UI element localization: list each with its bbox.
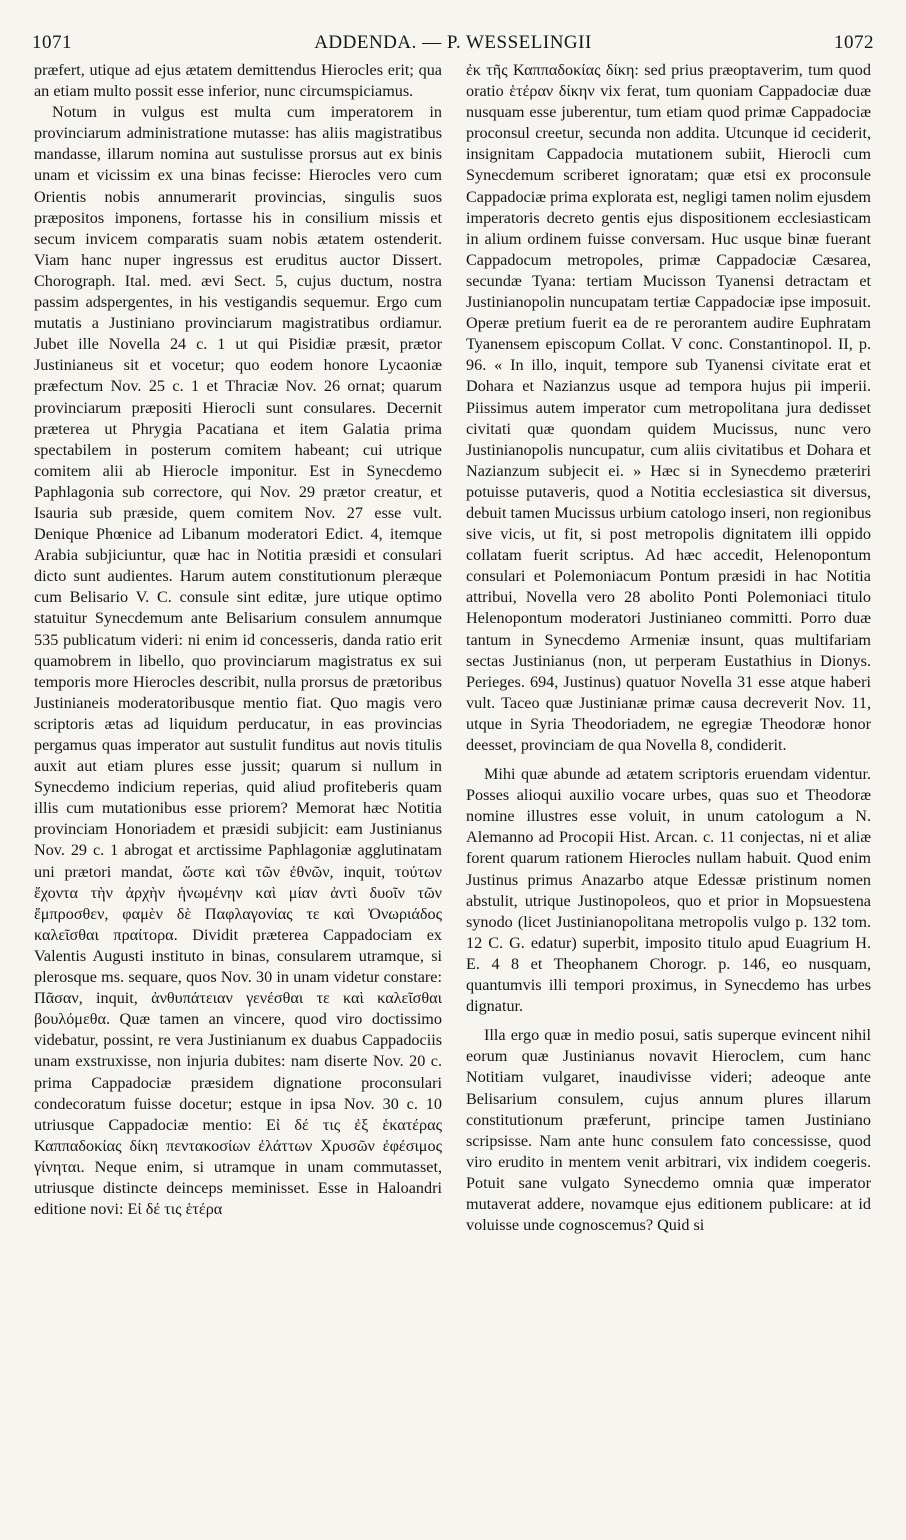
paragraph: Notum in vulgus est multa cum imperatorem in provinciarum administratione mutasse: has aliis magistratibus mandasse, illarum nomina aut sustulisse prorsus aut ex binis unam et vicissim ex una binas fecisse: Hierocles vero cum Orientis nobis annumerarit provincias, singulis suos præpositos imponens, fortasse his in consilium missis et secum invicem comparatis suam nobis ætatem ostenderit. Viam hanc nuper ingressus est eruditus auctor Dissert. Chorograph. Ital. med. ævi Sect. 5, cujus ductum, nostra passim adspergentes, in his vestigandis sequemur. Ergo cum mutatis a Justiniano provinciarum magistratibus ordiamur. Jubet ille Novella 24 c. 1 ut qui Pisidiæ præsit, prætor Justinianeus sit et vocetur; quo eodem honore Lycaoniæ præfectum Nov. 25 c. 1 et Thraciæ Nov. 26 ornat; quarum provinciarum præpositi Hierocli sunt consulares. Decernit præterea ut Phrygia Pacatiana et item Galatia prima spectabilem in posterum comitem habeant; cui utrique comitem alii ab Hierocle imponitur. Est in Synecdemo Paphlagonia sub correctore, qui Nov. 29 prætor creatur, et Isauria sub præside, quem comitem Nov. 27 esse vult. Denique Phœnice ad Libanum moderatori Edict. 4, itemque Arabia subjiciuntur, quæ hac in Notitia præsidi et consulari dicto sunt audientes. Harum autem constitutionum pleræque cum Belisario V. C. consule sint editæ, jure utique optimo statuitur Synecdemum ante Belisarium consulem annumque 535 publicatum videri: ni enim id concesseris, danda ratio erit quamobrem in libello, quo provinciarum magistratus ex sui temporis more Hierocles describit, nulla prorsus de prætoribus Justinianeis moderatoribusque mentio fiat. Quo magis vero scriptoris ætas ad liquidum perducatur, in eas provincias pergamus quas imperator aut sustulit funditus aut novis titulis auxit aut etiam plures esse jussit; quarum si nullum in Synecdemo indicium reperias, quid aliud profiteberis quam illis cum mutationibus esse priorem? Memorat hæc Notitia provinciam Honoriadem et præsidi subjicit: eam Justinianus Nov. 29 c. 1 abrogat et arctissime Paphlagoniæ agglutinatam uni prætori mandat, ὥστε καὶ τῶν ἐθνῶν, inquit, τούτων ἔχοντα τὴν ἀρχὴν ἡνωμένην καὶ μίαν ἀντὶ δυοῖν τῶν ἔμπροσθεν, φαμὲν δὲ Παφλαγονίας τε καὶ Ὀνωριάδος καλεῖσθαι πραίτορα. Dividit præterea Cappadociam ex Valentis Augusti instituto in binas, consularem utramque, si plerosque ms. sequare, quos Nov. 30 in unam videtur constare: Πᾶσαν, inquit, ἀνθυπάτειαν γενέσθαι τε καὶ καλεῖσθαι βουλόμεθα. Quæ tamen an vincere, quod viro doctissimo videbatur, possint, re vera Justinianum ex duabus Cappadociis unam exstruxisse, non injuria dubites: nam diserte Nov. 20 c. prima Cappadociæ præsidem dignatione proconsulari condecoratum fuisse docetur; estque in ipsa Nov. 30 c. 10 utriusque Cappadociæ mentio: Εἰ δέ τις ἐξ ἑκατέρας Καππαδοκίας δίκη πεντακοσίων ἐλάττων Χρυσῶν ἐφέσιμος γίνηται. Neque enim, si utramque in unam commutasset, utriusque distincte deinceps meminisset. Esse in Haloandri editione novi: Εἰ δέ τις ἑτέρα	[34, 103, 442, 1219]
paragraph: Mihi quæ abunde ad ætatem scriptoris eruendam videntur. Posses alioqui auxilio vocare urbes, quas suo et Theodoræ nomine illustres esse voluit, in unum catologum a N. Alemanno ad Procopii Hist. Arcan. c. 11 conjectas, ni et aliæ forent quarum rationem Hierocles nullam habuit. Quod enim Justinus primus Anazarbo atque Edessæ pristinum nomen abstulit, utrique Justinopoleos, quo et prior in Mopsuestena synodo (licet Justinianopolitana metropolis vulgo p. 132 tom. 12 C. G. edatur) superbit, imposito titulo apud Euagrium H. E. 4 8 et Theophanem Chorogr. p. 146, eo nusquam, quantumvis illi tempori proximus, in Synecdemo has urbes dignatur.	[466, 765, 871, 1016]
paragraph: Illa ergo quæ in medio posui, satis superque evincent nihil eorum quæ Justinianus novavit Hieroclem, cum hanc Notitiam vulgaret, inaudivisse videri; adeoque ante Belisarium consulem, cujus annum plures illarum constitutionum præferunt, principe tamen Justiniano scripsisse. Nam ante hunc consulem fato concessisse, quod viro erudito in mentem venit arbitrari, vix indidem coegeris. Potuit sane vulgato Synecdemo omnia quæ imperator mutaverat addere, novamque ejus editionem publicare: at id voluisse unde cognoscemus? Quid si	[466, 1026, 871, 1235]
paragraph: ἐκ τῆς Καππαδοκίας δίκη: sed prius præoptaverim, tum quod oratio ἑτέραν δίκην vix ferat, tum quoniam Cappadociæ duæ nusquam esse juberentur, tum etiam quod primæ Cappadociæ proconsul creetur, secunda non addita. Utcunque id ceciderit, insignitam Cappadocia mutationem subiit, Hierocli cum Synecdemum scriberet ignoratam; quæ etsi ex proconsule Cappadociæ prima explorata est, negligi tamen nolim ejusdem imperatoris decreto gentis ejus dispositionem ecclesiasticam in alium ordinem fuisse conversam. Huc usque binæ fuerant Cappadocum metropoles, primæ Cappadociæ Cæsarea, secundæ Tyana: tertiam Mucisson Tyanensi detractam et Justinianopolin nuncupatam tertiæ Cappadociæ ipse imposuit. Operæ pretium fuerit ea de re perorantem audire Euphratam Tyanensem episcopum Collat. V conc. Constantinopol. II, p. 96. « In illo, inquit, tempore sub Tyanensi civitate erat et Dohara et Nazianzus usque ad tempora hujus pii imperii. Piissimus autem imperator cum metropolitana jura dedisset civitati quæ quondam quidem Mucissus, nunc vero Justinianopolis nuncupatur, cum aliis civitatibus et Dohara et Nazianzum subjecit ei. » Hæc si in Synecdemo præteriri potuisse putaveris, quod a Notitia ecclesiastica sit diversus, debuit tamen Mucissus urbium catologo inseri, non regionibus sive vicis, ut fit, si post metropolis dignitatem illi oppido collatam fuerit scriptus. Ad hæc accedit, Helenopontum consulari et Polemoniacum Pontum præsidi in hac Notitia attribui, Novella vero 28 abolito Ponti Polemoniaci titulo Helenopontum moderatori Justinianeo committi. Porro duæ tantum in Synecdemo Armeniæ insunt, quas multifariam sectas Justinianus (non, ut perperam Eustathius in Dionys. Perieges. 694, Justinus) quatuor Novella 31 esse atque haberi vult. Taceo quæ Justinianæ primæ causa decreverit Nov. 11, utque in Syria Theodoriadem, ne egregiæ Theodoræ honor deesset, provinciam de qua Novella 8, condiderit.	[466, 61, 871, 754]
left-column	[34, 60, 442, 1500]
page-number-right: 1072	[834, 32, 874, 53]
running-header	[32, 32, 874, 62]
running-title: ADDENDA. — P. WESSELINGII	[314, 32, 592, 53]
right-column	[466, 60, 871, 1500]
paragraph: præfert, utique ad ejus ætatem demittendus Hierocles erit; qua an etiam multo possit esse inferior, nunc circumspiciamus.	[34, 61, 442, 101]
page-number-left: 1071	[32, 32, 72, 53]
